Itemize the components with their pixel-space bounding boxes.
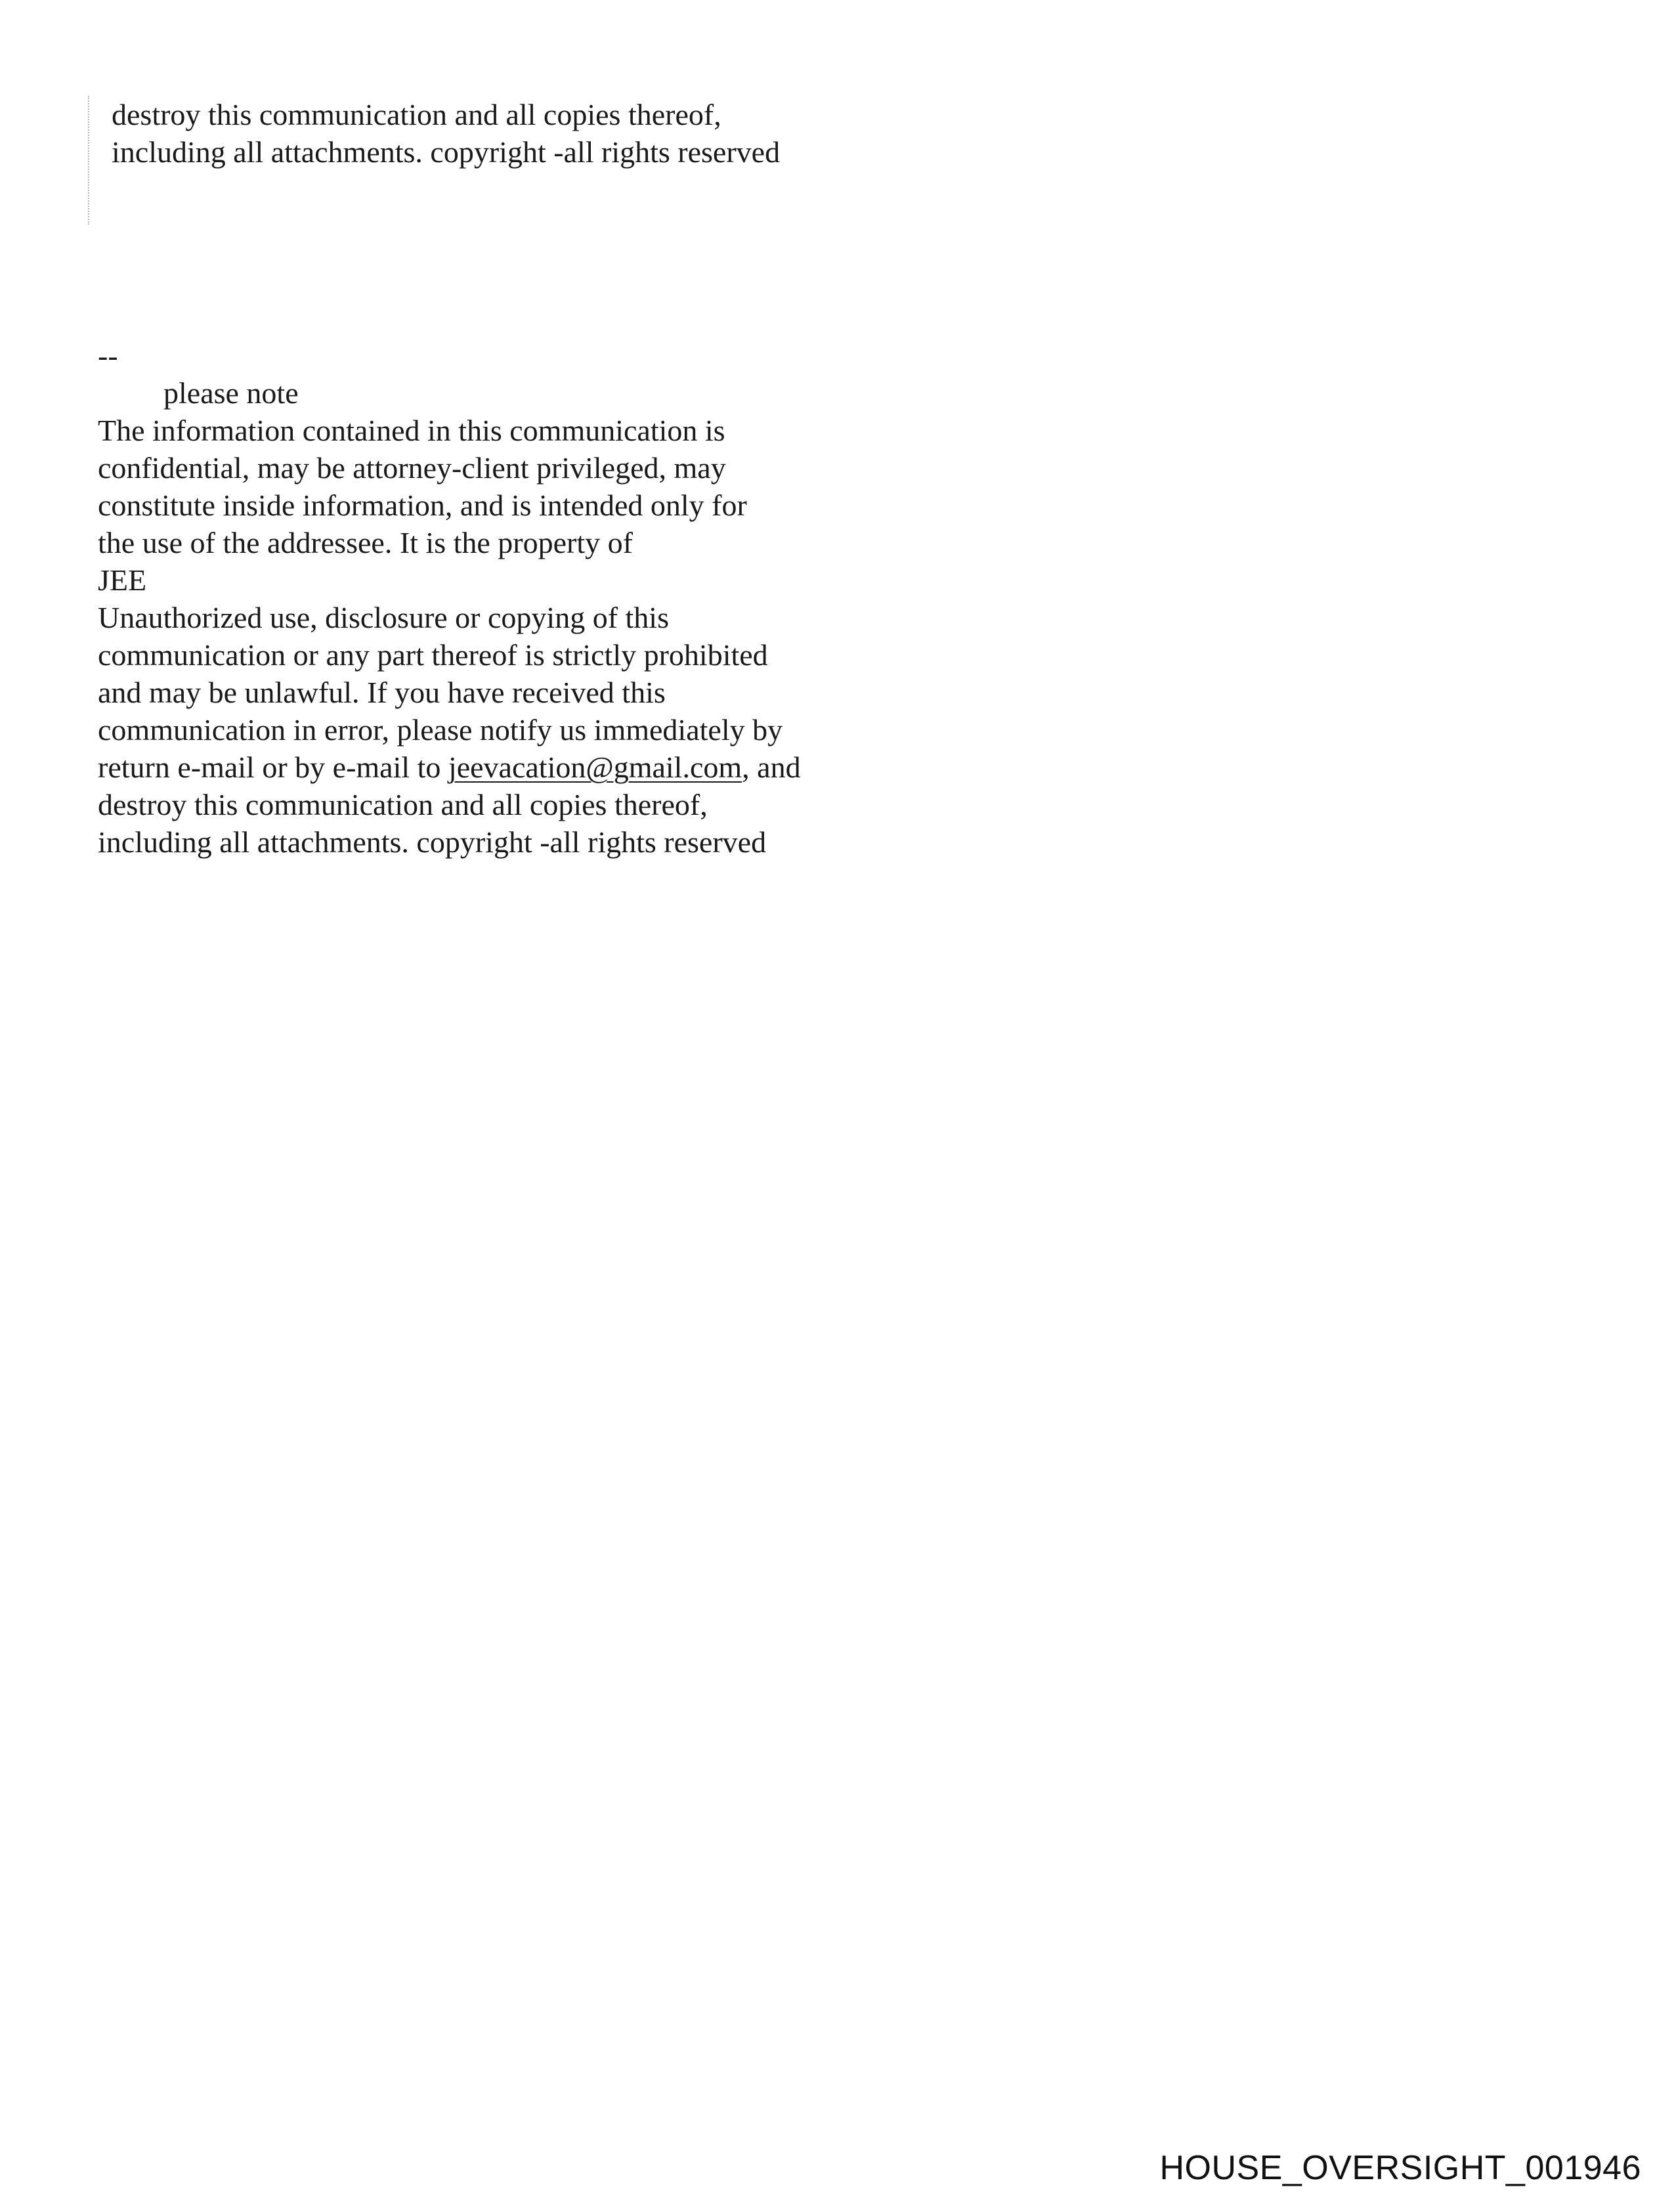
- quoted-line: including all attachments. copyright -all rights reserved: [112, 135, 781, 169]
- note-heading: please note: [163, 376, 299, 410]
- disclaimer-line: communication or any part thereof is strictly prohibited: [98, 638, 768, 672]
- disclaimer-line: the use of the addressee. It is the property of: [98, 526, 633, 559]
- email-signature-disclaimer: [98, 337, 1148, 861]
- disclaimer-line-with-email: [98, 748, 1148, 786]
- disclaimer-line: confidential, may be attorney-client privileged, may: [98, 451, 726, 485]
- disclaimer-line: JEE: [98, 563, 147, 597]
- disclaimer-line: Unauthorized use, disclosure or copying of this: [98, 601, 669, 634]
- document-id-stamp: HOUSE_OVERSIGHT_001946: [1159, 2149, 1641, 2187]
- disclaimer-line: communication in error, please notify us immediately by: [98, 713, 783, 747]
- disclaimer-line: including all attachments. copyright -all rights reserved: [98, 825, 767, 859]
- disclaimer-line: destroy this communication and all copies thereof,: [98, 788, 708, 821]
- quoted-previous-message: [88, 96, 1007, 225]
- signature-separator: --: [98, 339, 118, 372]
- return-prefix: return e-mail or by e-mail to: [98, 750, 448, 784]
- disclaimer-line: constitute inside information, and is intended only for: [98, 488, 747, 522]
- disclaimer-line: and may be unlawful. If you have received this: [98, 676, 666, 709]
- quoted-line: destroy this communication and all copies thereof,: [112, 98, 721, 131]
- email-link[interactable]: jeevacation@gmail.com: [448, 750, 742, 784]
- return-suffix: , and: [742, 750, 801, 784]
- disclaimer-line: The information contained in this communication is: [98, 414, 725, 447]
